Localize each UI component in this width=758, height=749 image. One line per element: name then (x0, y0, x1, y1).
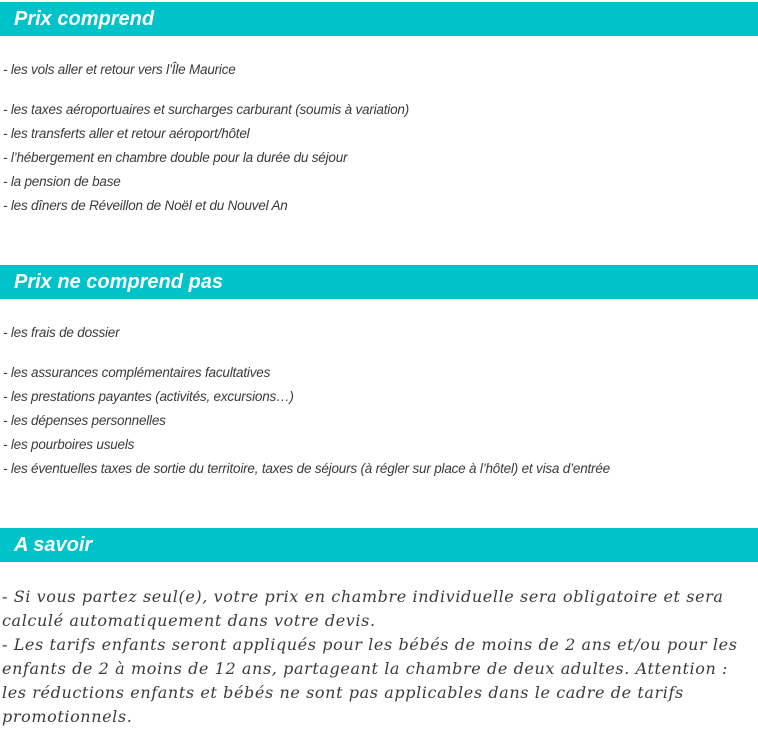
list-item: - les vols aller et retour vers l’Île Maurice (3, 62, 236, 77)
section-prix-comprend (0, 2, 758, 218)
list-item: - l’hébergement en chambre double pour la durée du séjour (3, 150, 348, 165)
section-title: Prix comprend (14, 7, 155, 30)
note-block (0, 585, 758, 729)
section-title: Prix ne comprend pas (14, 270, 223, 293)
list-item: - les transferts aller et retour aéroport/hôtel (3, 126, 250, 141)
list-item: - les assurances complémentaires facultatives (3, 365, 271, 380)
section-prix-ne-comprend-pas (0, 265, 758, 481)
item-list (0, 58, 758, 218)
section-header (0, 265, 758, 299)
list-item: - les dépenses personnelles (3, 413, 166, 428)
note-paragraph: - Si vous partez seul(e), votre prix en chambre individuelle sera obligatoire et sera calculé automatiquement dans votre devis. (2, 587, 724, 630)
note-paragraph: - Les tarifs enfants seront appliqués pour les bébés de moins de 2 ans et/ou pour les enfants de 2 à moins de 12 ans, partageant la chambre de deux adultes. Attention : les réductions enfants et bébés ne sont pas applicables dans le cadre de tarifs promotionnels. (2, 635, 738, 726)
section-header (0, 528, 758, 562)
list-item: - la pension de base (3, 174, 121, 189)
list-item: - les prestations payantes (activités, excursions…) (3, 389, 294, 404)
list-item: - les taxes aéroportuaires et surcharges carburant (soumis à variation) (3, 102, 409, 117)
list-item: - les frais de dossier (3, 325, 120, 340)
section-a-savoir (0, 528, 758, 729)
list-item: - les dîners de Réveillon de Noël et du Nouvel An (3, 198, 288, 213)
list-item: - les éventuelles taxes de sortie du territoire, taxes de séjours (à régler sur place à l’hôtel) et visa d’entrée (3, 461, 610, 476)
section-header (0, 2, 758, 36)
section-title: A savoir (14, 533, 93, 556)
item-list (0, 321, 758, 481)
list-item: - les pourboires usuels (3, 437, 135, 452)
